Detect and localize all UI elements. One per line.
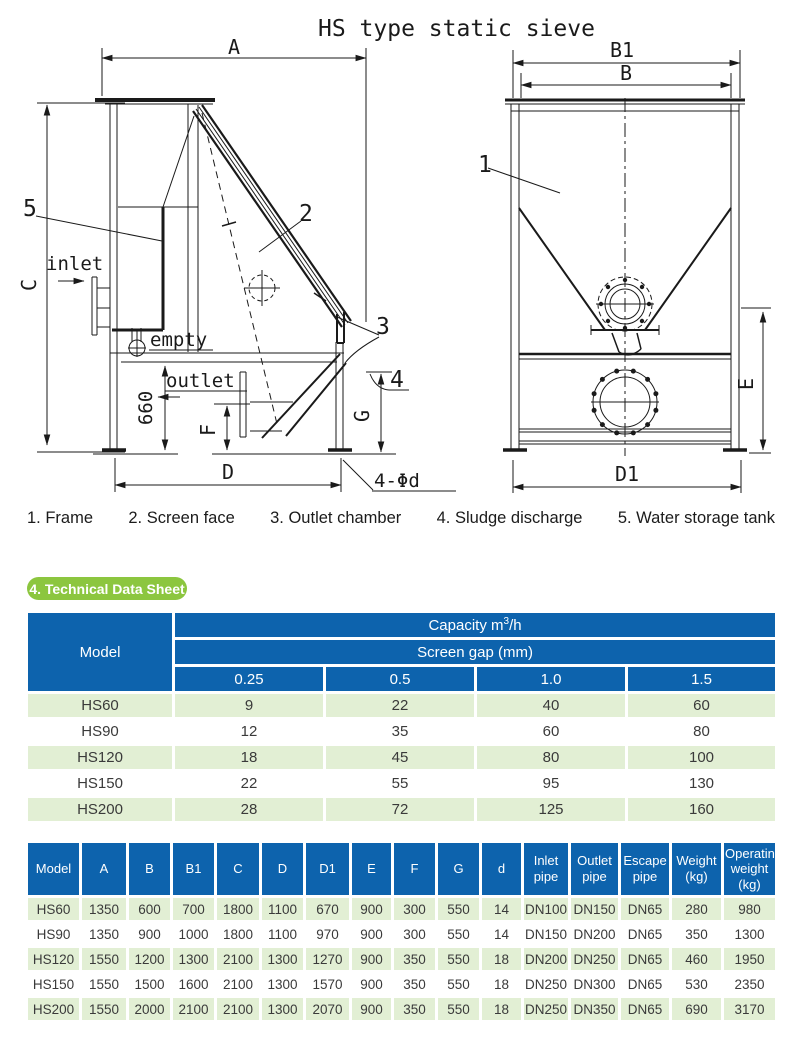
dim-a bbox=[102, 48, 366, 322]
spec-value-cell: DN200 bbox=[523, 947, 570, 972]
front-view-drawing bbox=[478, 38, 771, 493]
dim-a-label: A bbox=[227, 35, 241, 59]
spec-value-cell: DN200 bbox=[570, 922, 620, 947]
spec-column-header: D1 bbox=[305, 842, 351, 897]
spec-value-cell: 550 bbox=[437, 922, 481, 947]
spec-value-cell: 14 bbox=[481, 897, 523, 922]
capacity-value-cell: 40 bbox=[476, 693, 627, 719]
capacity-model-cell: HS120 bbox=[27, 745, 174, 771]
bolt-note-label: 4-Φd bbox=[374, 470, 420, 492]
outlet-chamber bbox=[158, 354, 346, 438]
spec-value-cell: 1800 bbox=[216, 897, 261, 922]
spec-value-cell: 1550 bbox=[81, 947, 128, 972]
spec-row bbox=[27, 947, 777, 972]
spec-value-cell: DN65 bbox=[620, 997, 671, 1022]
spec-value-cell: 1600 bbox=[172, 972, 216, 997]
dim-c-label: C bbox=[17, 278, 41, 292]
spec-value-cell: 550 bbox=[437, 897, 481, 922]
capacity-row bbox=[27, 719, 777, 745]
spec-row bbox=[27, 897, 777, 922]
screen-gap-header: Screen gap (mm) bbox=[174, 639, 777, 666]
spec-value-cell: 2100 bbox=[172, 997, 216, 1022]
spec-value-cell: 1200 bbox=[128, 947, 172, 972]
spec-value-cell: 1300 bbox=[261, 997, 305, 1022]
legend-item-outlet-chamber: 3. Outlet chamber bbox=[270, 509, 402, 527]
capacity-model-cell: HS150 bbox=[27, 771, 174, 797]
water-storage-tank bbox=[112, 116, 194, 330]
dim-b1-label: B1 bbox=[609, 38, 635, 62]
spec-value-cell: 900 bbox=[351, 922, 393, 947]
spec-value-cell: 18 bbox=[481, 947, 523, 972]
technical-drawing bbox=[0, 0, 800, 505]
spec-value-cell: 2000 bbox=[128, 997, 172, 1022]
spec-value-cell: 1100 bbox=[261, 922, 305, 947]
spec-value-cell: 350 bbox=[671, 922, 723, 947]
spec-column-header: Inlet pipe bbox=[523, 842, 570, 897]
spec-value-cell: 900 bbox=[351, 897, 393, 922]
capacity-value-cell: 55 bbox=[325, 771, 476, 797]
spec-value-cell: 690 bbox=[671, 997, 723, 1022]
spec-value-cell: DN65 bbox=[620, 947, 671, 972]
capacity-row bbox=[27, 771, 777, 797]
capacity-row bbox=[27, 745, 777, 771]
spec-value-cell: 1550 bbox=[81, 972, 128, 997]
capacity-model-cell: HS90 bbox=[27, 719, 174, 745]
spec-column-header: F bbox=[393, 842, 437, 897]
dim-d1-label: D1 bbox=[614, 462, 640, 486]
spec-value-cell: DN150 bbox=[523, 922, 570, 947]
capacity-value-cell: 160 bbox=[627, 797, 777, 823]
spec-value-cell: DN100 bbox=[523, 897, 570, 922]
spec-value-cell: 1800 bbox=[216, 922, 261, 947]
spec-value-cell: 1300 bbox=[261, 972, 305, 997]
spec-column-header: G bbox=[437, 842, 481, 897]
legend-item-sludge-discharge: 4. Sludge discharge bbox=[436, 509, 583, 527]
spec-value-cell: 550 bbox=[437, 972, 481, 997]
spec-value-cell: DN250 bbox=[523, 997, 570, 1022]
spec-value-cell: 970 bbox=[305, 922, 351, 947]
gap-column-header: 0.25 bbox=[174, 666, 325, 693]
spec-value-cell: 1300 bbox=[723, 922, 777, 947]
spec-value-cell: 2350 bbox=[723, 972, 777, 997]
spec-value-cell: 350 bbox=[393, 947, 437, 972]
spec-value-cell: 1270 bbox=[305, 947, 351, 972]
spec-value-cell: 2100 bbox=[216, 947, 261, 972]
callout-4: 4 bbox=[390, 367, 404, 393]
spec-value-cell: 670 bbox=[305, 897, 351, 922]
spec-value-cell: 350 bbox=[393, 972, 437, 997]
spec-model-cell: HS150 bbox=[27, 972, 81, 997]
capacity-value-cell: 60 bbox=[476, 719, 627, 745]
capacity-value-cell: 18 bbox=[174, 745, 325, 771]
section-header-pill bbox=[27, 577, 187, 600]
spec-column-header: Escape pipe bbox=[620, 842, 671, 897]
spec-value-cell: 18 bbox=[481, 997, 523, 1022]
spec-model-cell: HS200 bbox=[27, 997, 81, 1022]
callout-leaders-front bbox=[488, 168, 560, 193]
spec-value-cell: DN65 bbox=[620, 897, 671, 922]
capacity-value-cell: 45 bbox=[325, 745, 476, 771]
callout-5: 5 bbox=[23, 196, 37, 222]
spec-value-cell: 300 bbox=[393, 922, 437, 947]
inlet-label: inlet bbox=[46, 253, 104, 275]
capacity-table bbox=[25, 610, 778, 824]
spec-column-header: Weight (kg) bbox=[671, 842, 723, 897]
capacity-model-header: Model bbox=[27, 612, 174, 693]
front-view-labels bbox=[478, 38, 758, 486]
spec-value-cell: 600 bbox=[128, 897, 172, 922]
capacity-value-cell: 80 bbox=[627, 719, 777, 745]
capacity-model-cell: HS60 bbox=[27, 693, 174, 719]
section-header-label: 4. Technical Data Sheet bbox=[29, 580, 185, 597]
spec-model-cell: HS90 bbox=[27, 922, 81, 947]
gap-column-header: 1.5 bbox=[627, 666, 777, 693]
spec-header-row bbox=[27, 842, 777, 897]
dim-d-label: D bbox=[221, 460, 235, 484]
dim-660-label: 660 bbox=[135, 390, 157, 426]
capacity-header: Capacity $m^3/h$ bbox=[174, 612, 777, 639]
capacity-table-body bbox=[27, 693, 777, 823]
capacity-value-cell: 95 bbox=[476, 771, 627, 797]
spec-value-cell: 1100 bbox=[261, 897, 305, 922]
capacity-model-cell: HS200 bbox=[27, 797, 174, 823]
spec-row bbox=[27, 997, 777, 1022]
legend-item-water-storage-tank: 5. Water storage tank bbox=[617, 509, 775, 527]
capacity-value-cell: 80 bbox=[476, 745, 627, 771]
spec-column-header: d bbox=[481, 842, 523, 897]
spec-value-cell: 1300 bbox=[172, 947, 216, 972]
capacity-value-cell: 28 bbox=[174, 797, 325, 823]
outlet-label: outlet bbox=[166, 370, 235, 392]
spec-value-cell: 460 bbox=[671, 947, 723, 972]
legend-item-screen-face: 2. Screen face bbox=[128, 509, 235, 527]
spec-value-cell: DN250 bbox=[570, 947, 620, 972]
spec-value-cell: 18 bbox=[481, 972, 523, 997]
spec-value-cell: 530 bbox=[671, 972, 723, 997]
spec-value-cell: 700 bbox=[172, 897, 216, 922]
spec-value-cell: DN300 bbox=[570, 972, 620, 997]
gap-column-header: 0.5 bbox=[325, 666, 476, 693]
spec-value-cell: 14 bbox=[481, 922, 523, 947]
spec-value-cell: 3170 bbox=[723, 997, 777, 1022]
spec-value-cell: DN350 bbox=[570, 997, 620, 1022]
spec-value-cell: 1300 bbox=[261, 947, 305, 972]
spec-value-cell: 1350 bbox=[81, 922, 128, 947]
spec-column-header: Outlet pipe bbox=[570, 842, 620, 897]
spec-column-header: D bbox=[261, 842, 305, 897]
spec-value-cell: 900 bbox=[351, 997, 393, 1022]
spec-model-cell: HS60 bbox=[27, 897, 81, 922]
spec-value-cell: 2100 bbox=[216, 997, 261, 1022]
dim-g-label: G bbox=[350, 409, 374, 423]
spec-value-cell: 280 bbox=[671, 897, 723, 922]
gap-column-header: 1.0 bbox=[476, 666, 627, 693]
page-title: HS type static sieve bbox=[318, 16, 595, 42]
capacity-row bbox=[27, 693, 777, 719]
spec-value-cell: 1350 bbox=[81, 897, 128, 922]
spec-value-cell: 1550 bbox=[81, 997, 128, 1022]
spec-row bbox=[27, 972, 777, 997]
spec-value-cell: 550 bbox=[437, 947, 481, 972]
spec-column-header: B bbox=[128, 842, 172, 897]
capacity-value-cell: 72 bbox=[325, 797, 476, 823]
capacity-value-cell: 60 bbox=[627, 693, 777, 719]
spec-value-cell: DN250 bbox=[523, 972, 570, 997]
spec-value-cell: DN65 bbox=[620, 922, 671, 947]
parts-legend bbox=[27, 509, 775, 528]
spec-column-header: A bbox=[81, 842, 128, 897]
spec-table bbox=[25, 840, 783, 1023]
capacity-value-cell: 12 bbox=[174, 719, 325, 745]
capacity-value-cell: 9 bbox=[174, 693, 325, 719]
screen-hole bbox=[244, 270, 280, 306]
spec-value-cell: 1950 bbox=[723, 947, 777, 972]
spec-value-cell: 1000 bbox=[172, 922, 216, 947]
dim-c bbox=[37, 103, 125, 452]
spec-value-cell: 900 bbox=[351, 947, 393, 972]
spec-column-header: C bbox=[216, 842, 261, 897]
inlet-flange bbox=[58, 277, 110, 335]
dim-b-label: B bbox=[619, 61, 633, 85]
spec-value-cell: 980 bbox=[723, 897, 777, 922]
spec-value-cell: 1500 bbox=[128, 972, 172, 997]
spec-value-cell: 350 bbox=[393, 997, 437, 1022]
spec-value-cell: 1570 bbox=[305, 972, 351, 997]
spec-column-header: B1 bbox=[172, 842, 216, 897]
spec-row bbox=[27, 922, 777, 947]
capacity-value-cell: 100 bbox=[627, 745, 777, 771]
callout-2: 2 bbox=[299, 201, 313, 227]
spec-model-cell: HS120 bbox=[27, 947, 81, 972]
capacity-table-head bbox=[27, 612, 777, 693]
spec-value-cell: 900 bbox=[128, 922, 172, 947]
side-view-labels bbox=[17, 35, 420, 492]
spec-value-cell: DN65 bbox=[620, 972, 671, 997]
capacity-row bbox=[27, 797, 777, 823]
spec-column-header: Operating weight (kg) bbox=[723, 842, 777, 897]
spec-table-body bbox=[27, 897, 777, 1022]
spec-value-cell: 550 bbox=[437, 997, 481, 1022]
spec-value-cell: DN150 bbox=[570, 897, 620, 922]
spec-value-cell: 2100 bbox=[216, 972, 261, 997]
capacity-value-cell: 130 bbox=[627, 771, 777, 797]
spec-value-cell: 2070 bbox=[305, 997, 351, 1022]
dim-e-label: E bbox=[734, 377, 758, 391]
spec-value-cell: 300 bbox=[393, 897, 437, 922]
spec-column-header: E bbox=[351, 842, 393, 897]
empty-label: empty bbox=[150, 329, 208, 351]
legend-item-frame: 1. Frame bbox=[27, 509, 94, 527]
side-view-drawing bbox=[17, 35, 456, 492]
callout-1: 1 bbox=[478, 152, 492, 178]
dim-f-label: F bbox=[196, 423, 220, 437]
capacity-value-cell: 22 bbox=[174, 771, 325, 797]
callout-3: 3 bbox=[376, 314, 390, 340]
capacity-value-cell: 125 bbox=[476, 797, 627, 823]
capacity-value-cell: 22 bbox=[325, 693, 476, 719]
capacity-value-cell: 35 bbox=[325, 719, 476, 745]
spec-column-header: Model bbox=[27, 842, 81, 897]
spec-value-cell: 900 bbox=[351, 972, 393, 997]
